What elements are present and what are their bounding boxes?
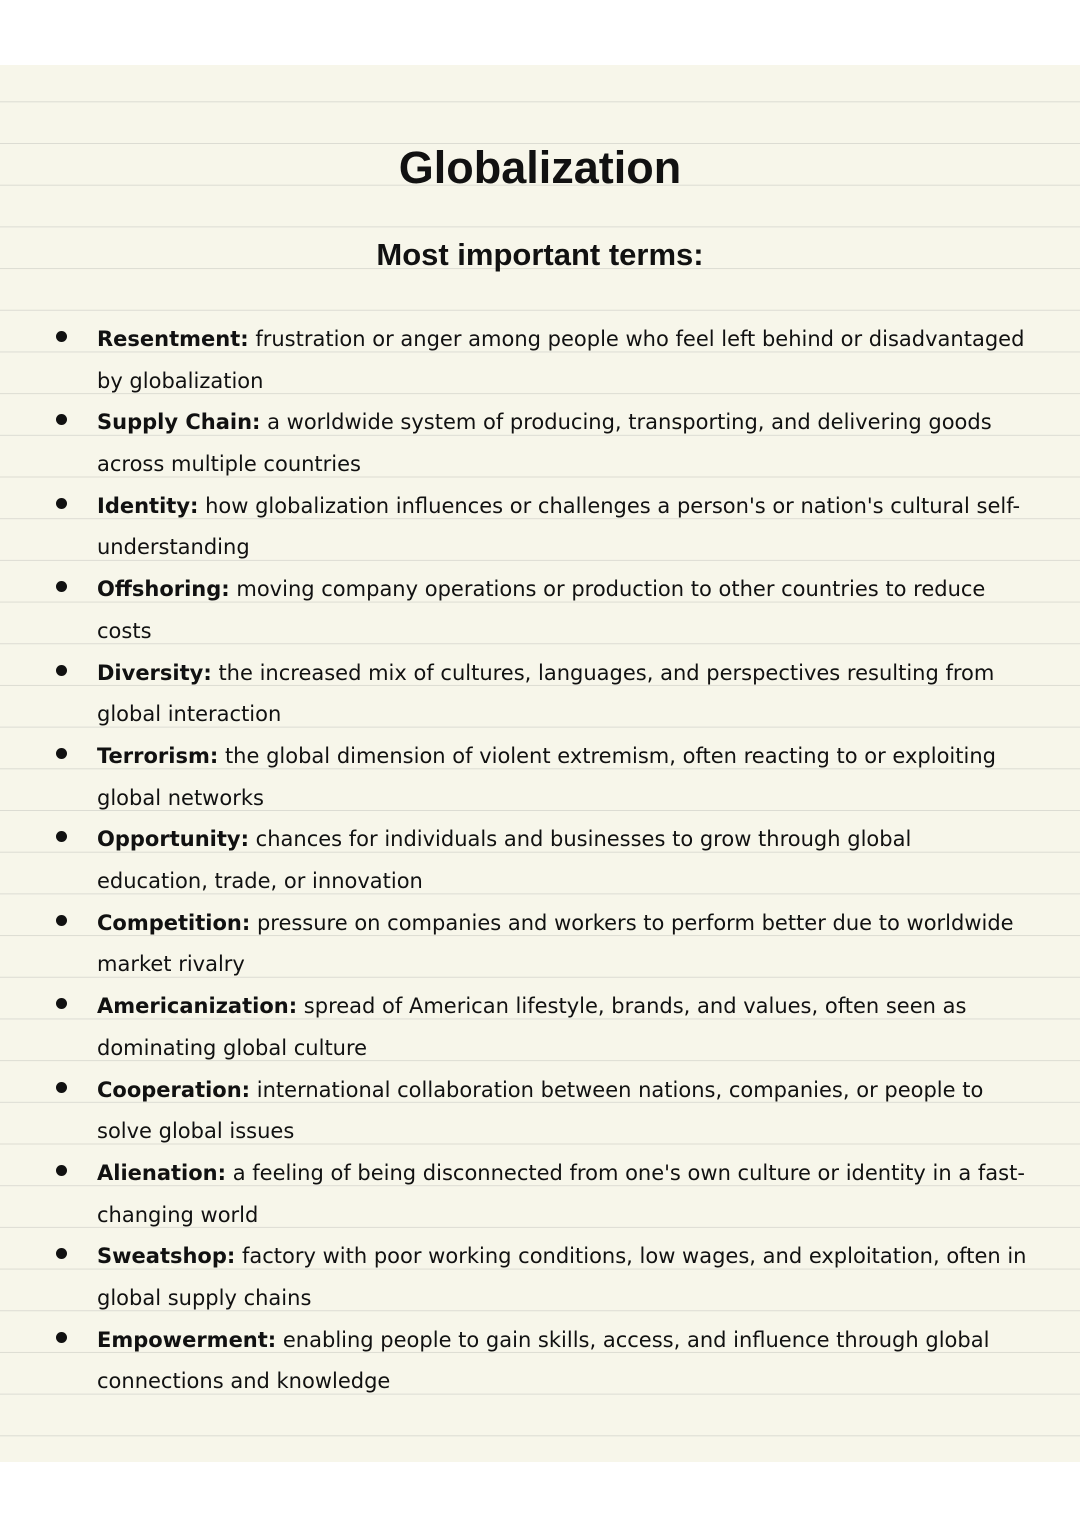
term-definition: a feeling of being disconnected from one's own culture or identity in a fast-changing world — [97, 1160, 1025, 1227]
list-item — [0, 819, 1027, 902]
lined-paper — [0, 65, 1080, 1462]
bullet-icon — [56, 414, 67, 425]
list-item — [0, 1236, 1027, 1319]
list-item — [0, 569, 1027, 652]
term-definition: frustration or anger among people who feel left behind or disadvantaged by globalization — [97, 327, 1025, 393]
term-definition: the increased mix of cultures, languages, and perspectives resulting from global interaction — [97, 660, 995, 727]
term-name: Terrorism: — [97, 743, 219, 768]
list-item — [0, 486, 1027, 569]
term-name: Sweatshop: — [97, 1244, 236, 1269]
term-name: Diversity: — [97, 660, 212, 685]
term-definition: pressure on companies and workers to perform better due to worldwide market rivalry — [97, 910, 1014, 977]
bullet-icon — [56, 915, 67, 926]
term-definition: moving company operations or production to other countries to reduce costs — [97, 577, 986, 643]
term-name: Supply Chain: — [97, 410, 261, 435]
bullet-icon — [56, 1165, 67, 1176]
list-item — [0, 1320, 1027, 1403]
term-definition: spread of American lifestyle, brands, and values, often seen as dominating global culture — [97, 994, 967, 1060]
term-name: Cooperation: — [97, 1077, 251, 1102]
bullet-icon — [56, 1082, 67, 1093]
bullet-icon — [56, 581, 67, 592]
term-definition: enabling people to gain skills, access, and influence through global connections and knowledge — [97, 1327, 990, 1394]
bullet-icon — [56, 498, 67, 509]
list-item — [0, 402, 1027, 485]
bullet-icon — [56, 998, 67, 1009]
term-definition: a worldwide system of producing, transporting, and delivering goods across multiple countries — [97, 410, 992, 477]
list-item — [0, 903, 1027, 986]
bullet-icon — [56, 331, 67, 342]
term-name: Opportunity: — [97, 827, 249, 852]
bullet-icon — [56, 831, 67, 842]
term-name: Identity: — [97, 493, 199, 518]
page-subtitle: Most important terms: — [376, 237, 704, 272]
term-definition: chances for individuals and businesses to grow through global education, trade, or innovation — [97, 827, 912, 894]
bullet-icon — [56, 1248, 67, 1259]
term-name: Offshoring: — [97, 577, 230, 602]
term-name: Empowerment: — [97, 1327, 277, 1352]
bullet-icon — [56, 665, 67, 676]
bullet-icon — [56, 1332, 67, 1343]
list-item — [0, 319, 1027, 402]
term-definition: how globalization influences or challenges a person's or nation's cultural self-understanding — [97, 493, 1021, 560]
term-name: Alienation: — [97, 1160, 227, 1185]
term-name: Resentment: — [97, 327, 249, 351]
term-name: Americanization: — [97, 994, 298, 1019]
term-definition: the global dimension of violent extremism, often reacting to or exploiting global networks — [97, 743, 996, 810]
list-item — [0, 736, 1027, 819]
list-item — [0, 1153, 1027, 1236]
list-item — [0, 653, 1027, 736]
list-item — [0, 986, 1027, 1069]
list-item — [0, 1070, 1027, 1153]
page-title: Globalization — [398, 142, 682, 193]
term-definition: international collaboration between nations, companies, or people to solve global issues — [97, 1077, 984, 1144]
terms-list — [0, 319, 1080, 1403]
term-definition: factory with poor working conditions, low wages, and exploitation, often in global supply chains — [97, 1244, 1027, 1310]
term-name: Competition: — [97, 910, 251, 935]
bullet-icon — [56, 748, 67, 759]
